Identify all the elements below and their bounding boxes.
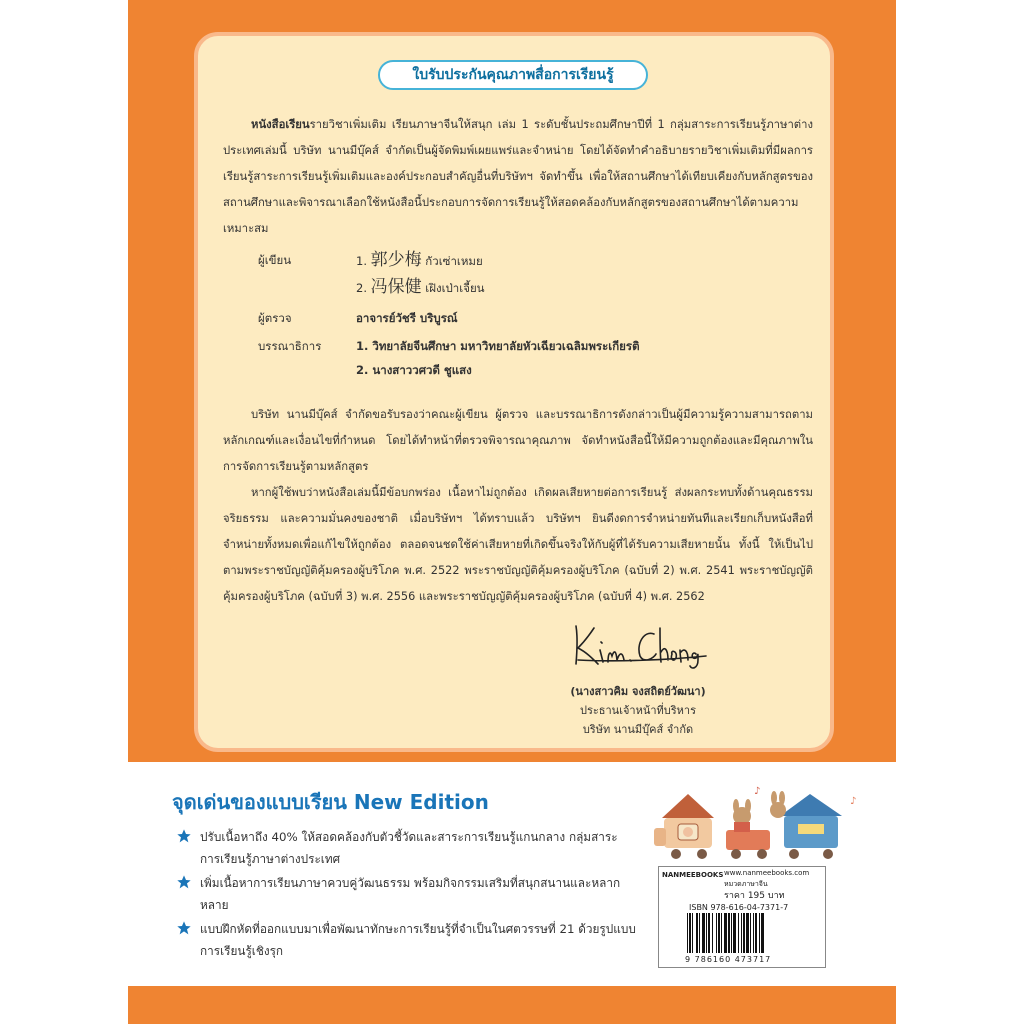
star-icon xyxy=(176,828,192,844)
editors-label: บรรณาธิการ xyxy=(258,339,322,353)
certification-text: บริษัท นานมีบุ๊คส์ จำกัดขอรับรองว่าคณะผู้เขียน ผู้ตรวจ และบรรณาธิการดังกล่าวเป็นผู้มีความรู้ความสามารถตามหลักเกณฑ์และเงื่อนไขที่กำหนด โดยได้ทำหน้าที่ตรวจพิจารณาคุณภาพ จัดทำหนังสือนี้ให้มีความถูกต้องและมีคุณภาพในการจัดการเรียนรู้ตามหลักสูตร xyxy=(223,408,813,473)
isbn-text: ISBN 978-616-04-7371-7 xyxy=(689,903,789,912)
barcode-bar xyxy=(741,913,742,953)
publisher-name: NANMEEBOOKS xyxy=(662,871,724,879)
signer-company: บริษัท นานมีบุ๊คส์ จำกัด xyxy=(582,723,694,736)
barcode-bar xyxy=(699,913,700,953)
feature-item-1 xyxy=(176,826,636,870)
barcode-bar xyxy=(755,913,757,953)
barcode-bar xyxy=(759,913,760,953)
barcode-bar xyxy=(716,913,717,953)
authors-label: ผู้เขียน xyxy=(258,253,292,267)
barcode-bar xyxy=(721,913,722,953)
signer-block xyxy=(538,682,738,739)
certification-paragraph xyxy=(223,402,813,480)
barcode-number: 9 786160 473717 xyxy=(685,955,772,964)
barcode-bar xyxy=(743,913,745,953)
intro-bold: หนังสือเรียน xyxy=(251,118,310,131)
quality-certificate xyxy=(194,32,834,752)
feature-item-2 xyxy=(176,872,636,916)
feature-text-1: ปรับเนื้อหาถึง 40% ให้สอดคล้องกับตัวชี้วัดและสาระการเรียนรู้แกนกลาง กลุ่มสาระการเรียนรู้ภาษาต่างประเทศ xyxy=(200,830,618,866)
author-1-number: 1. xyxy=(356,254,367,268)
reviewer-name: อาจารย์วัชรี บริบูรณ์ xyxy=(356,311,458,325)
barcode-bar xyxy=(712,913,713,953)
editor-1: 1. วิทยาลัยจีนศึกษา มหาวิทยาลัยหัวเฉียวเฉลิมพระเกียรติ xyxy=(356,339,640,353)
feature-text-2: เพิ่มเนื้อหาการเรียนภาษาควบคู่วัฒนธรรม พร้อมกิจกรรมเสริมที่สนุกสนานและหลากหลาย xyxy=(200,876,621,912)
barcode-bar xyxy=(718,913,720,953)
barcode-bar xyxy=(706,913,707,953)
star-icon xyxy=(176,874,192,890)
barcode-bar xyxy=(687,913,688,953)
barcode-bar xyxy=(733,913,736,953)
features-title: จุดเด่นของแบบเรียน New Edition xyxy=(172,790,489,814)
back-cover xyxy=(128,0,896,1024)
intro-paragraph xyxy=(223,112,813,242)
author-2-thai: เฝิงเป่าเจี้ยน xyxy=(425,281,485,295)
barcode-header xyxy=(659,867,825,901)
barcode-bar xyxy=(746,913,749,953)
train-illustration xyxy=(654,780,864,862)
star-icon xyxy=(176,920,192,936)
certificate-title: ใบรับประกันคุณภาพสื่อการเรียนรู้ xyxy=(378,60,648,90)
barcode-bar xyxy=(724,913,727,953)
barcode-bar xyxy=(728,913,730,953)
liability-paragraph xyxy=(223,480,813,610)
barcode-bar xyxy=(731,913,732,953)
editor-2: 2. นางสาววศวดี ชูแสง xyxy=(356,363,472,377)
barcode-bar xyxy=(692,913,693,953)
barcode-bar xyxy=(753,913,754,953)
signer-title: ประธานเจ้าหน้าที่บริหาร xyxy=(579,704,696,717)
book-category: หมวดภาษาจีน xyxy=(724,880,768,888)
author-1 xyxy=(356,245,483,271)
svg-text:♪: ♪ xyxy=(850,796,857,807)
book-price: ราคา 195 บาท xyxy=(724,891,785,901)
feature-text-3: แบบฝึกหัดที่ออกแบบมาเพื่อพัฒนาทักษะการเรียนรู้ที่จำเป็นในศตวรรษที่ 21 ด้วยรูปแบบการเรียนรู้เชิงรุก xyxy=(200,922,636,958)
author-2-chinese: 冯保健 xyxy=(370,277,422,297)
barcode-bar xyxy=(708,913,710,953)
author-1-thai: กัวเซ่าเหมย xyxy=(425,254,483,268)
reviewer-label: ผู้ตรวจ xyxy=(258,311,292,325)
barcode-bar xyxy=(702,913,705,953)
signer-name: (นางสาวคิม จงสถิตย์วัฒนา) xyxy=(570,685,706,698)
author-1-chinese: 郭少梅 xyxy=(370,250,422,270)
publisher-url: www.nanmeebooks.com xyxy=(724,869,810,877)
feature-item-3 xyxy=(176,918,636,962)
barcode-label xyxy=(658,866,826,968)
svg-text:♪: ♪ xyxy=(754,786,761,797)
liability-text: หากผู้ใช้พบว่าหนังสือเล่มนี้มีข้อบกพร่อง เนื้อหาไม่ถูกต้อง เกิดผลเสียหายต่อการเรียนรู้ ส่งผลกระทบทั้งด้านคุณธรรม จริยธรรม และความมั่นคงของชาติ เมื่อบริษัทฯ ได้ทราบแล้ว บริษัทฯ ยินดีงดการจำหน่ายทันทีและเรียกเก็บหนังสือที่จำหน่ายทั้งหมดเพื่อแก้ไขให้ถูกต้อง ตลอดจนชดใช้ค่าเสียหายที่เกิดขึ้นจริงให้กับผู้ที่ได้รับความเสียหายนั้น ทั้งนี้ ให้เป็นไปตามพระราชบัญญัติคุ้มครองผู้บริโภค พ.ศ. 2522 พระราชบัญญัติคุ้มครองผู้บริโภค (ฉบับที่ 2) พ.ศ. 2541 พระราชบัญญัติคุ้มครองผู้บริโภค (ฉบับที่ 3) พ.ศ. 2556 และพระราชบัญญัติคุ้มครองผู้บริโภค (ฉบับที่ 4) พ.ศ. 2562 xyxy=(223,486,813,603)
orange-background-bottom xyxy=(128,986,896,1024)
author-2-number: 2. xyxy=(356,281,367,295)
barcode-bar xyxy=(761,913,764,953)
signature xyxy=(568,620,708,670)
author-2 xyxy=(356,272,485,298)
barcode-bar xyxy=(750,913,751,953)
barcode-bar xyxy=(738,913,739,953)
barcode-bars xyxy=(687,913,799,953)
barcode-bar xyxy=(696,913,698,953)
intro-text: รายวิชาเพิ่มเติม เรียนภาษาจีนให้สนุก เล่ม 1 ระดับชั้นประถมศึกษาปีที่ 1 กลุ่มสาระการเรียนรู้ภาษาต่างประเทศเล่มนี้ บริษัท นานมีบุ๊คส์ จำกัดเป็นผู้จัดพิมพ์เผยแพร่และจำหน่าย โดยได้จัดทำคำอธิบายรายวิชาเพิ่มเติมที่มีผลการเรียนรู้สาระการเรียนรู้เพิ่มเติมและองค์ประกอบสำคัญอื่นที่บริษัทฯ จัดทำขึ้น เพื่อให้สถานศึกษาได้เทียบเคียงกับหลักสูตรของสถานศึกษาและพิจารณาเลือกใช้หนังสือนี้ประกอบการจัดการเรียนรู้ให้สอดคล้องกับหลักสูตรของสถานศึกษาได้ตามความเหมาะสม xyxy=(223,118,813,235)
barcode-bar xyxy=(689,913,691,953)
